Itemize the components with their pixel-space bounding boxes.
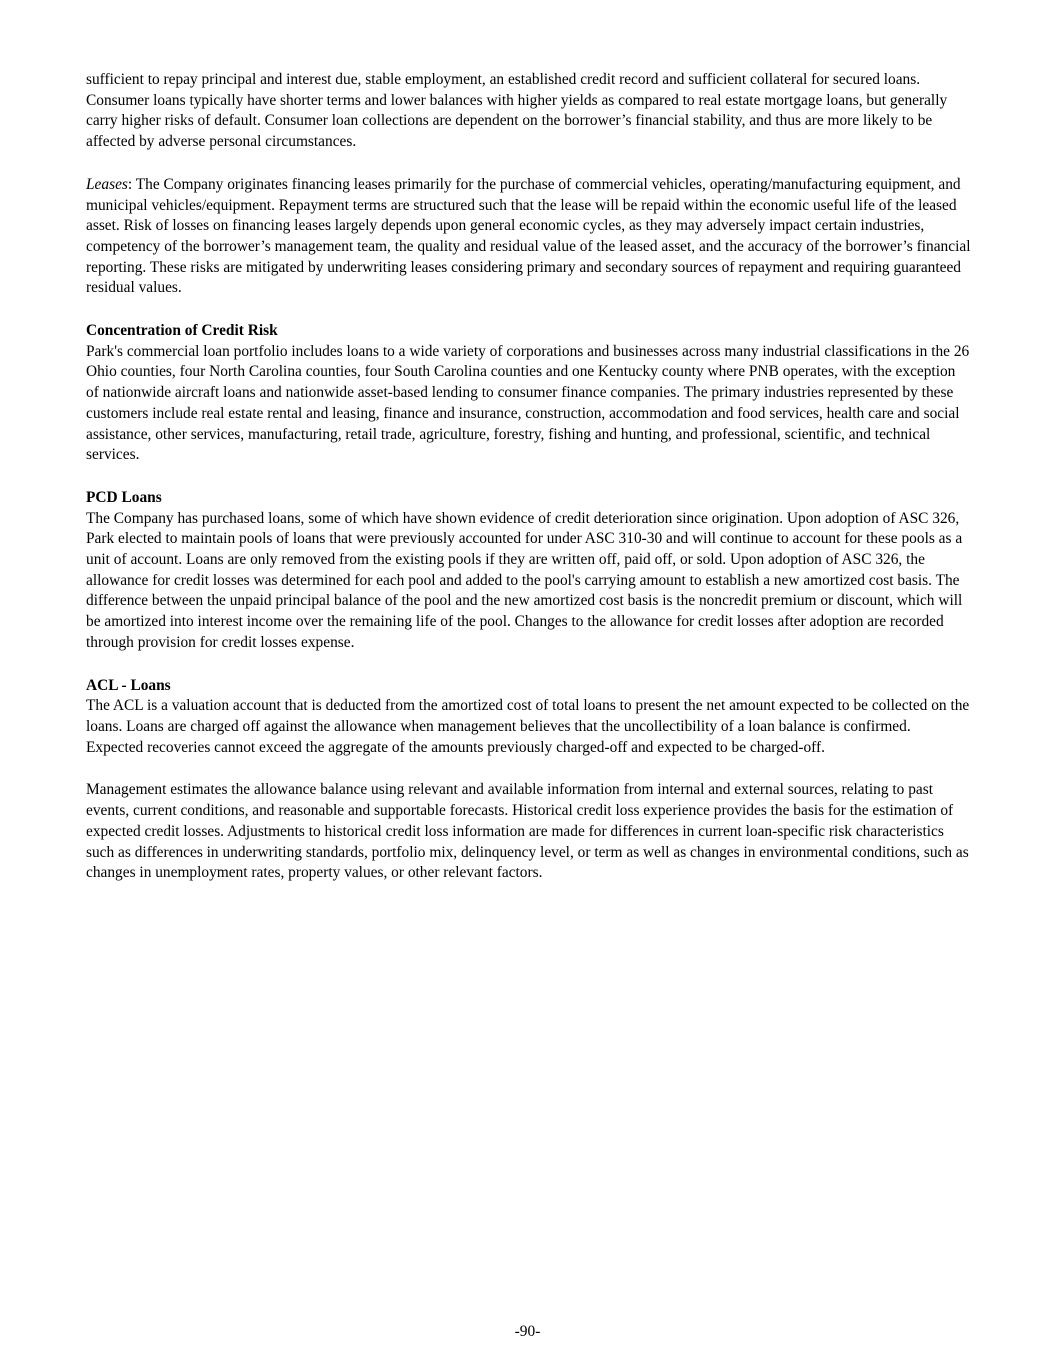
section-paragraph: Management estimates the allowance balance using relevant and available information from internal and external sources, relating to past events, current conditions, and reasonable and supportable forecasts. Historical credit loss experience provides the basis for the estimation of expected credit losses. Adjustments to historical credit loss information are made for differences in current loan-specific risk characteristics such as differences in underwriting standards, portfolio mix, delinquency level, or term as well as changes in environmental conditions, such as changes in unemployment rates, property values, or other relevant factors. xyxy=(86,781,969,882)
section-pcd-loans xyxy=(86,488,971,654)
page-number: -90- xyxy=(514,1323,541,1340)
section-paragraph: The Company has purchased loans, some of which have shown evidence of credit deterioration since origination. Upon adoption of ASC 326, Park elected to maintain pools of loans that were previously accounted for under ASC 310-30 and will continue to account for these pools as a unit of account. Loans are only removed from the existing pools if they are written off, paid off, or sold. Upon adoption of ASC 326, the allowance for credit losses was determined for each pool and added to the pool's carrying amount to establish a new amortized cost basis. The difference between the unpaid principal balance of the pool and the new amortized cost basis is the noncredit premium or discount, which will be amortized into interest income over the remaining life of the pool. Changes to the allowance for credit losses after adoption are recorded through provision for credit losses expense. xyxy=(86,509,963,651)
section-heading: Concentration of Credit Risk xyxy=(86,322,278,340)
section-heading: PCD Loans xyxy=(86,488,162,506)
section-concentration-of-credit-risk xyxy=(86,321,971,466)
leases-paragraph xyxy=(86,175,971,299)
leases-body: : The Company originates financing leases primarily for the purchase of commercial vehicles, operating/manufacturing equipment, and municipal vehicles/equipment. Repayment terms are structured such that the lease will be repaid within the economic useful life of the leased asset. Risk of losses on financing leases largely depends upon general economic cycles, as they may adversely impact certain industries, competency of the borrower’s management team, the quality and residual value of the leased asset, and the accuracy of the borrower’s financial reporting. These risks are mitigated by underwriting leases considering primary and secondary sources of repayment and requiring guaranteed residual values. xyxy=(86,175,971,297)
consumer-loans-paragraph: sufficient to repay principal and interest due, stable employment, an established credit record and sufficient collateral for secured loans. Consumer loans typically have shorter terms and lower balances with higher yields as compared to real estate mortgage loans, but generally carry higher risks of default. Consumer loan collections are dependent on the borrower’s financial stability, and thus are more likely to be affected by adverse personal circumstances. xyxy=(86,71,948,151)
leases-label: Leases xyxy=(86,175,128,193)
section-paragraph: The ACL is a valuation account that is deducted from the amortized cost of total loans to present the net amount expected to be collected on the loans. Loans are charged off against the allowance when management believes that the uncollectibility of a loan balance is confirmed. Expected recoveries cannot exceed the aggregate of the amounts previously charged-off and expected to be charged-off. xyxy=(86,697,970,756)
section-acl-loans xyxy=(86,676,971,884)
section-paragraph: Park's commercial loan portfolio includes loans to a wide variety of corporations and businesses across many industrial classifications in the 26 Ohio counties, four North Carolina counties, four South Carolina counties and one Kentucky county where PNB operates, with the exception of nationwide aircraft loans and nationwide asset-based lending to consumer finance companies. The primary industries represented by these customers include real estate rental and leasing, finance and insurance, construction, accommodation and food services, health care and social assistance, other services, manufacturing, retail trade, agriculture, forestry, fishing and hunting, and professional, scientific, and technical services. xyxy=(86,342,970,464)
document-page xyxy=(86,70,971,906)
section-heading: ACL - Loans xyxy=(86,676,171,694)
